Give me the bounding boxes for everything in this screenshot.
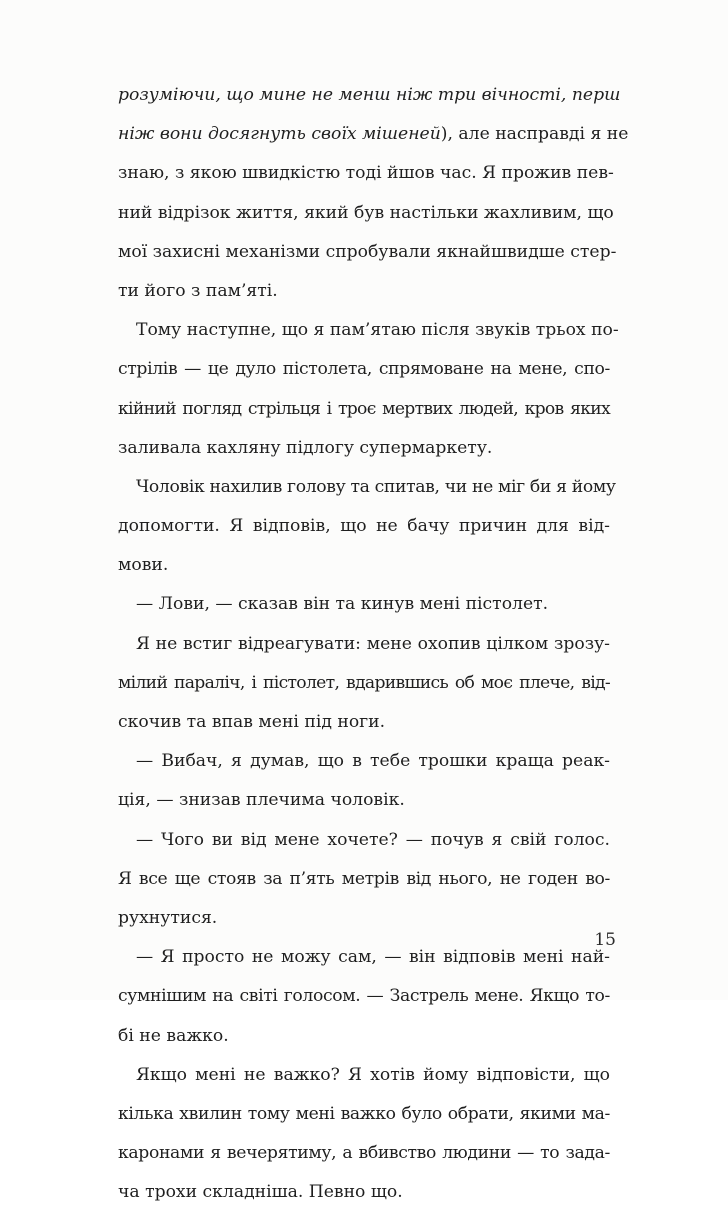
text-line: Чоловік нахилив голову та спитав, чи не міг би я йому	[136, 476, 616, 497]
text-line: Я не встиг відреагувати: мене охопив цілком зрозу-	[136, 633, 610, 654]
text-line: знаю, з якою швидкістю тоді йшов час. Я прожив пев-	[118, 163, 614, 184]
text-line: мови.	[118, 555, 169, 576]
text-line: ча трохи складніша. Певно що.	[118, 1182, 403, 1203]
text-line: кілька хвилин тому мені важко було обрати, якими ма-	[118, 1103, 610, 1124]
text-line: допомогти. Я відповів, що не бачу причин для від-	[118, 516, 610, 537]
text-line: мої захисні механізми спробували якнайшвидше стер-	[118, 241, 617, 262]
text-line: стрілів — це дуло пістолета, спрямоване на мене, спо-	[118, 359, 610, 380]
text-line: ція, — знизав плечима чоловік.	[118, 790, 405, 811]
text-line: бі не важко.	[118, 1025, 229, 1046]
text-line: Якщо мені не важко? Я хотів йому відповісти, що	[136, 1064, 610, 1085]
text-line: розуміючи, що мине не менш ніж три вічності, перш	[118, 85, 621, 105]
text-line: Я все ще стояв за п’ять метрів від нього, не годен во-	[118, 868, 610, 889]
text-line: ніж вони досягнуть своїх мішеней), але насправді я не	[118, 124, 629, 145]
text-line: — Я просто не можу сам, — він відповів мені най-	[136, 947, 610, 968]
text-line: скочив та впав мені під ноги.	[118, 712, 386, 732]
page-number: 15	[594, 930, 616, 950]
text-line: заливала кахляну підлогу супермаркету.	[118, 437, 493, 458]
text-line: — Чого ви від мене хочете? — почув я свій голос.	[136, 829, 610, 850]
text-line: — Лови, — сказав він та кинув мені пістолет.	[136, 594, 549, 615]
text-line: кійний погляд стрільця і троє мертвих людей, кров яких	[118, 398, 610, 419]
text-line: ний відрізок життя, який був настільки жахливим, що	[118, 202, 614, 223]
text-line: мілий параліч, і пістолет, вдарившись об моє плече, від-	[118, 672, 610, 693]
text-line: сумнішим на світі голосом. — Застрель мене. Якщо то-	[118, 986, 610, 1007]
text-line: ти його з пам’яті.	[118, 280, 278, 301]
body-text	[118, 76, 629, 1212]
text-line: каронами я вечерятиму, а вбивство людини — то зада-	[118, 1143, 610, 1164]
text-line: — Вибач, я думав, що в тебе трошки краща реак-	[136, 751, 610, 772]
text-line: рухнутися.	[118, 907, 218, 928]
text-line: Тому наступне, що я пам’ятаю після звуків трьох по-	[136, 320, 619, 341]
